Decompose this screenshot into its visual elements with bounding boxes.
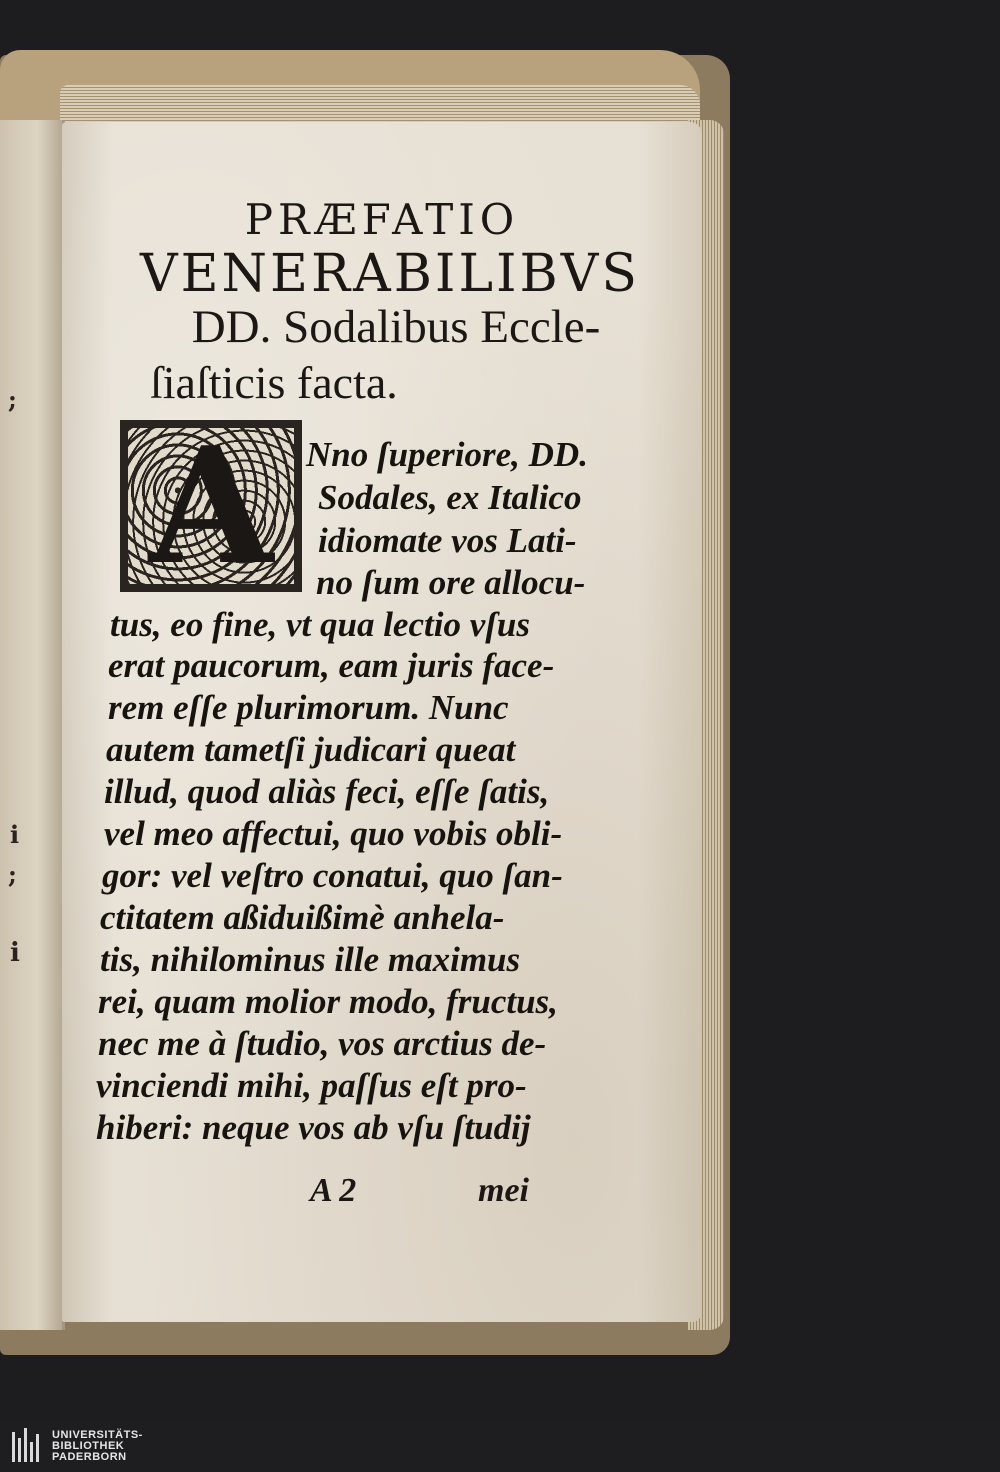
- text-line: hiberi: neque vos ab vſu ſtudij: [96, 1108, 531, 1147]
- text-line: ctitatem aßiduißimè anhela-: [100, 898, 505, 937]
- heading-sodalibus: DD. Sodalibus Eccle-: [191, 301, 601, 353]
- text-line: gor: vel veſtro conatui, quo ſan-: [102, 856, 563, 895]
- left-mark: ;: [8, 385, 17, 414]
- text-line: nec me à ſtudio, vos arctius de-: [98, 1024, 547, 1063]
- library-logo: [10, 1422, 143, 1470]
- left-mark: ;: [8, 860, 17, 889]
- initial-letter: A: [148, 412, 274, 600]
- heading-venerabilibus: VENERABILIBVS: [140, 244, 640, 304]
- text-line: Sodales, ex Italico: [318, 478, 582, 517]
- logo-line: UNIVERSITÄTS-: [52, 1428, 143, 1441]
- logo-line: PADERBORN: [52, 1450, 127, 1463]
- signature-mark: A 2: [310, 1172, 357, 1209]
- text-line: no ſum ore allocu-: [316, 563, 586, 602]
- left-mark: i: [10, 938, 20, 968]
- text-line: vinciendi mihi, paſſus eſt pro-: [96, 1066, 527, 1105]
- text-line: idiomate vos Lati-: [318, 521, 577, 560]
- heading-praefatio: PRÆFATIO: [244, 195, 520, 244]
- left-mark: i: [10, 820, 20, 849]
- logo-line: BIBLIOTHEK: [52, 1439, 125, 1452]
- page-block-top: [60, 85, 700, 125]
- heading-facta: ſiaſticis facta.: [150, 357, 398, 408]
- library-logo-text: [52, 1430, 143, 1463]
- text-line: vel meo affectui, quo vobis obli-: [104, 814, 563, 853]
- text-line: rem eſſe plurimorum. Nunc: [108, 688, 509, 727]
- catchword: mei: [478, 1172, 529, 1209]
- left-page: [0, 120, 65, 1330]
- text-line: rei, quam molior modo, fructus,: [98, 982, 558, 1021]
- text-line: tis, nihilominus ille maximus: [100, 940, 521, 979]
- decorated-initial: [120, 412, 302, 600]
- library-logo-icon: [10, 1426, 44, 1466]
- footer-bar: [0, 1420, 1000, 1472]
- text-line: autem tametſi judicari queat: [106, 730, 516, 769]
- text-line: illud, quod aliàs feci, eſſe ſatis,: [104, 772, 550, 811]
- text-line: tus, eo fine, vt qua lectio vſus: [110, 605, 530, 644]
- text-line: Nno ſuperiore, DD.: [306, 435, 588, 474]
- text-line: erat paucorum, eam juris face-: [108, 646, 555, 685]
